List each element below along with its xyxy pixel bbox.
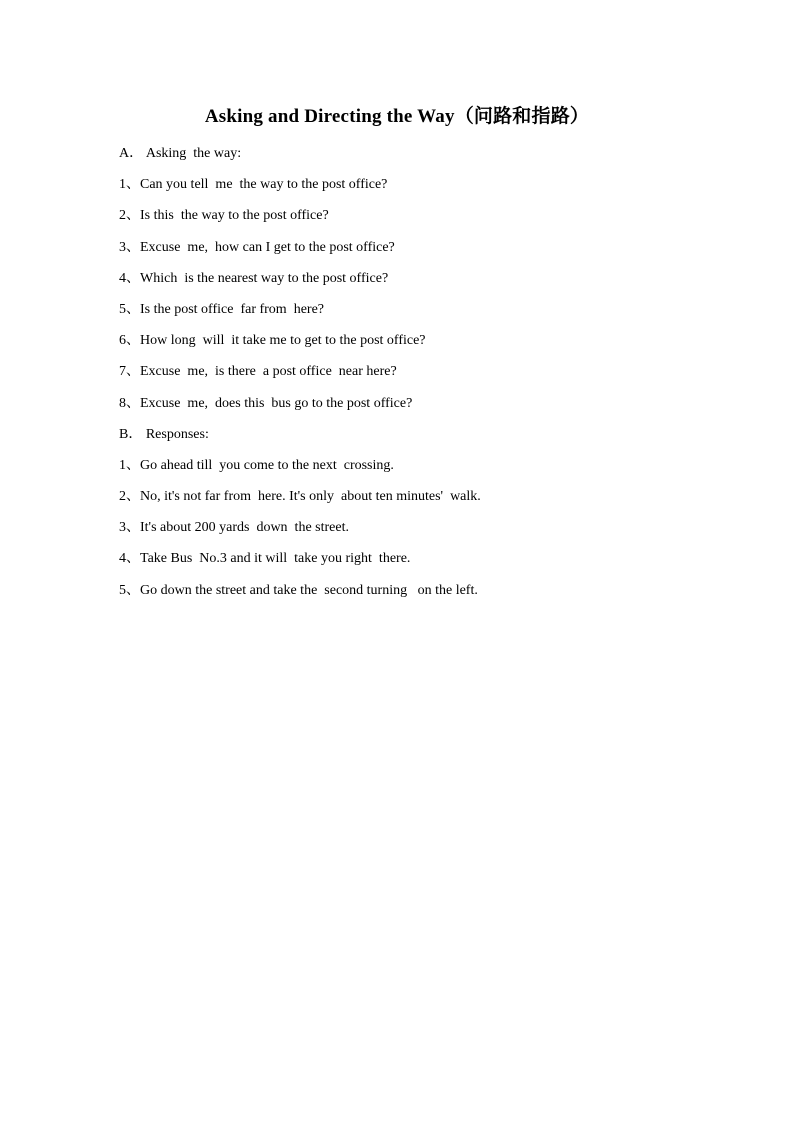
document-title: Asking and Directing the Way（问路和指路） [204, 106, 590, 127]
item-text: Is this the way to the post office? [140, 208, 329, 224]
item-number: 4、 [119, 270, 140, 286]
question-item [119, 206, 719, 237]
item-number: 3、 [119, 239, 140, 255]
item-text: No, it's not far from here. It's only about ten minutes' walk. [140, 489, 481, 505]
response-item [119, 456, 719, 487]
item-text: It's about 200 yards down the street. [140, 520, 349, 536]
question-item [119, 300, 719, 331]
item-number: 4、 [119, 551, 140, 567]
item-text: Excuse me, is there a post office near here? [140, 364, 397, 380]
response-item [119, 581, 719, 612]
item-text: How long will it take me to get to the post office? [140, 333, 426, 349]
question-item [119, 175, 719, 206]
item-number: 1、 [119, 457, 140, 473]
item-text: Go ahead till you come to the next crossing. [140, 457, 394, 473]
question-item [119, 269, 719, 300]
question-item [119, 331, 719, 362]
document-body [119, 144, 719, 612]
item-text: Is the post office far from here? [140, 301, 324, 317]
item-number: 5、 [119, 582, 140, 598]
item-text: Can you tell me the way to the post office? [140, 177, 388, 193]
response-item [119, 487, 719, 518]
question-item [119, 238, 719, 269]
item-text: Go down the street and take the second turning on the left. [140, 582, 478, 598]
item-number: 5、 [119, 301, 140, 317]
item-text: Excuse me, does this bus go to the post office? [140, 395, 413, 411]
question-item [119, 362, 719, 393]
item-number: 7、 [119, 364, 140, 380]
item-number: 3、 [119, 520, 140, 536]
item-number: 2、 [119, 489, 140, 505]
item-text: Which is the nearest way to the post office? [140, 270, 389, 286]
item-number: 2、 [119, 208, 140, 224]
response-item [119, 549, 719, 580]
response-item [119, 518, 719, 549]
item-number: 1、 [119, 177, 140, 193]
question-item [119, 394, 719, 425]
item-text: Excuse me, how can I get to the post office? [140, 239, 395, 255]
section-a-heading: A． Asking the way: [119, 146, 242, 161]
section-b-heading: B． Responses: [119, 426, 209, 442]
item-number: 8、 [119, 395, 140, 411]
item-text: Take Bus No.3 and it will take you right there. [140, 551, 411, 567]
item-number: 6、 [119, 333, 140, 349]
